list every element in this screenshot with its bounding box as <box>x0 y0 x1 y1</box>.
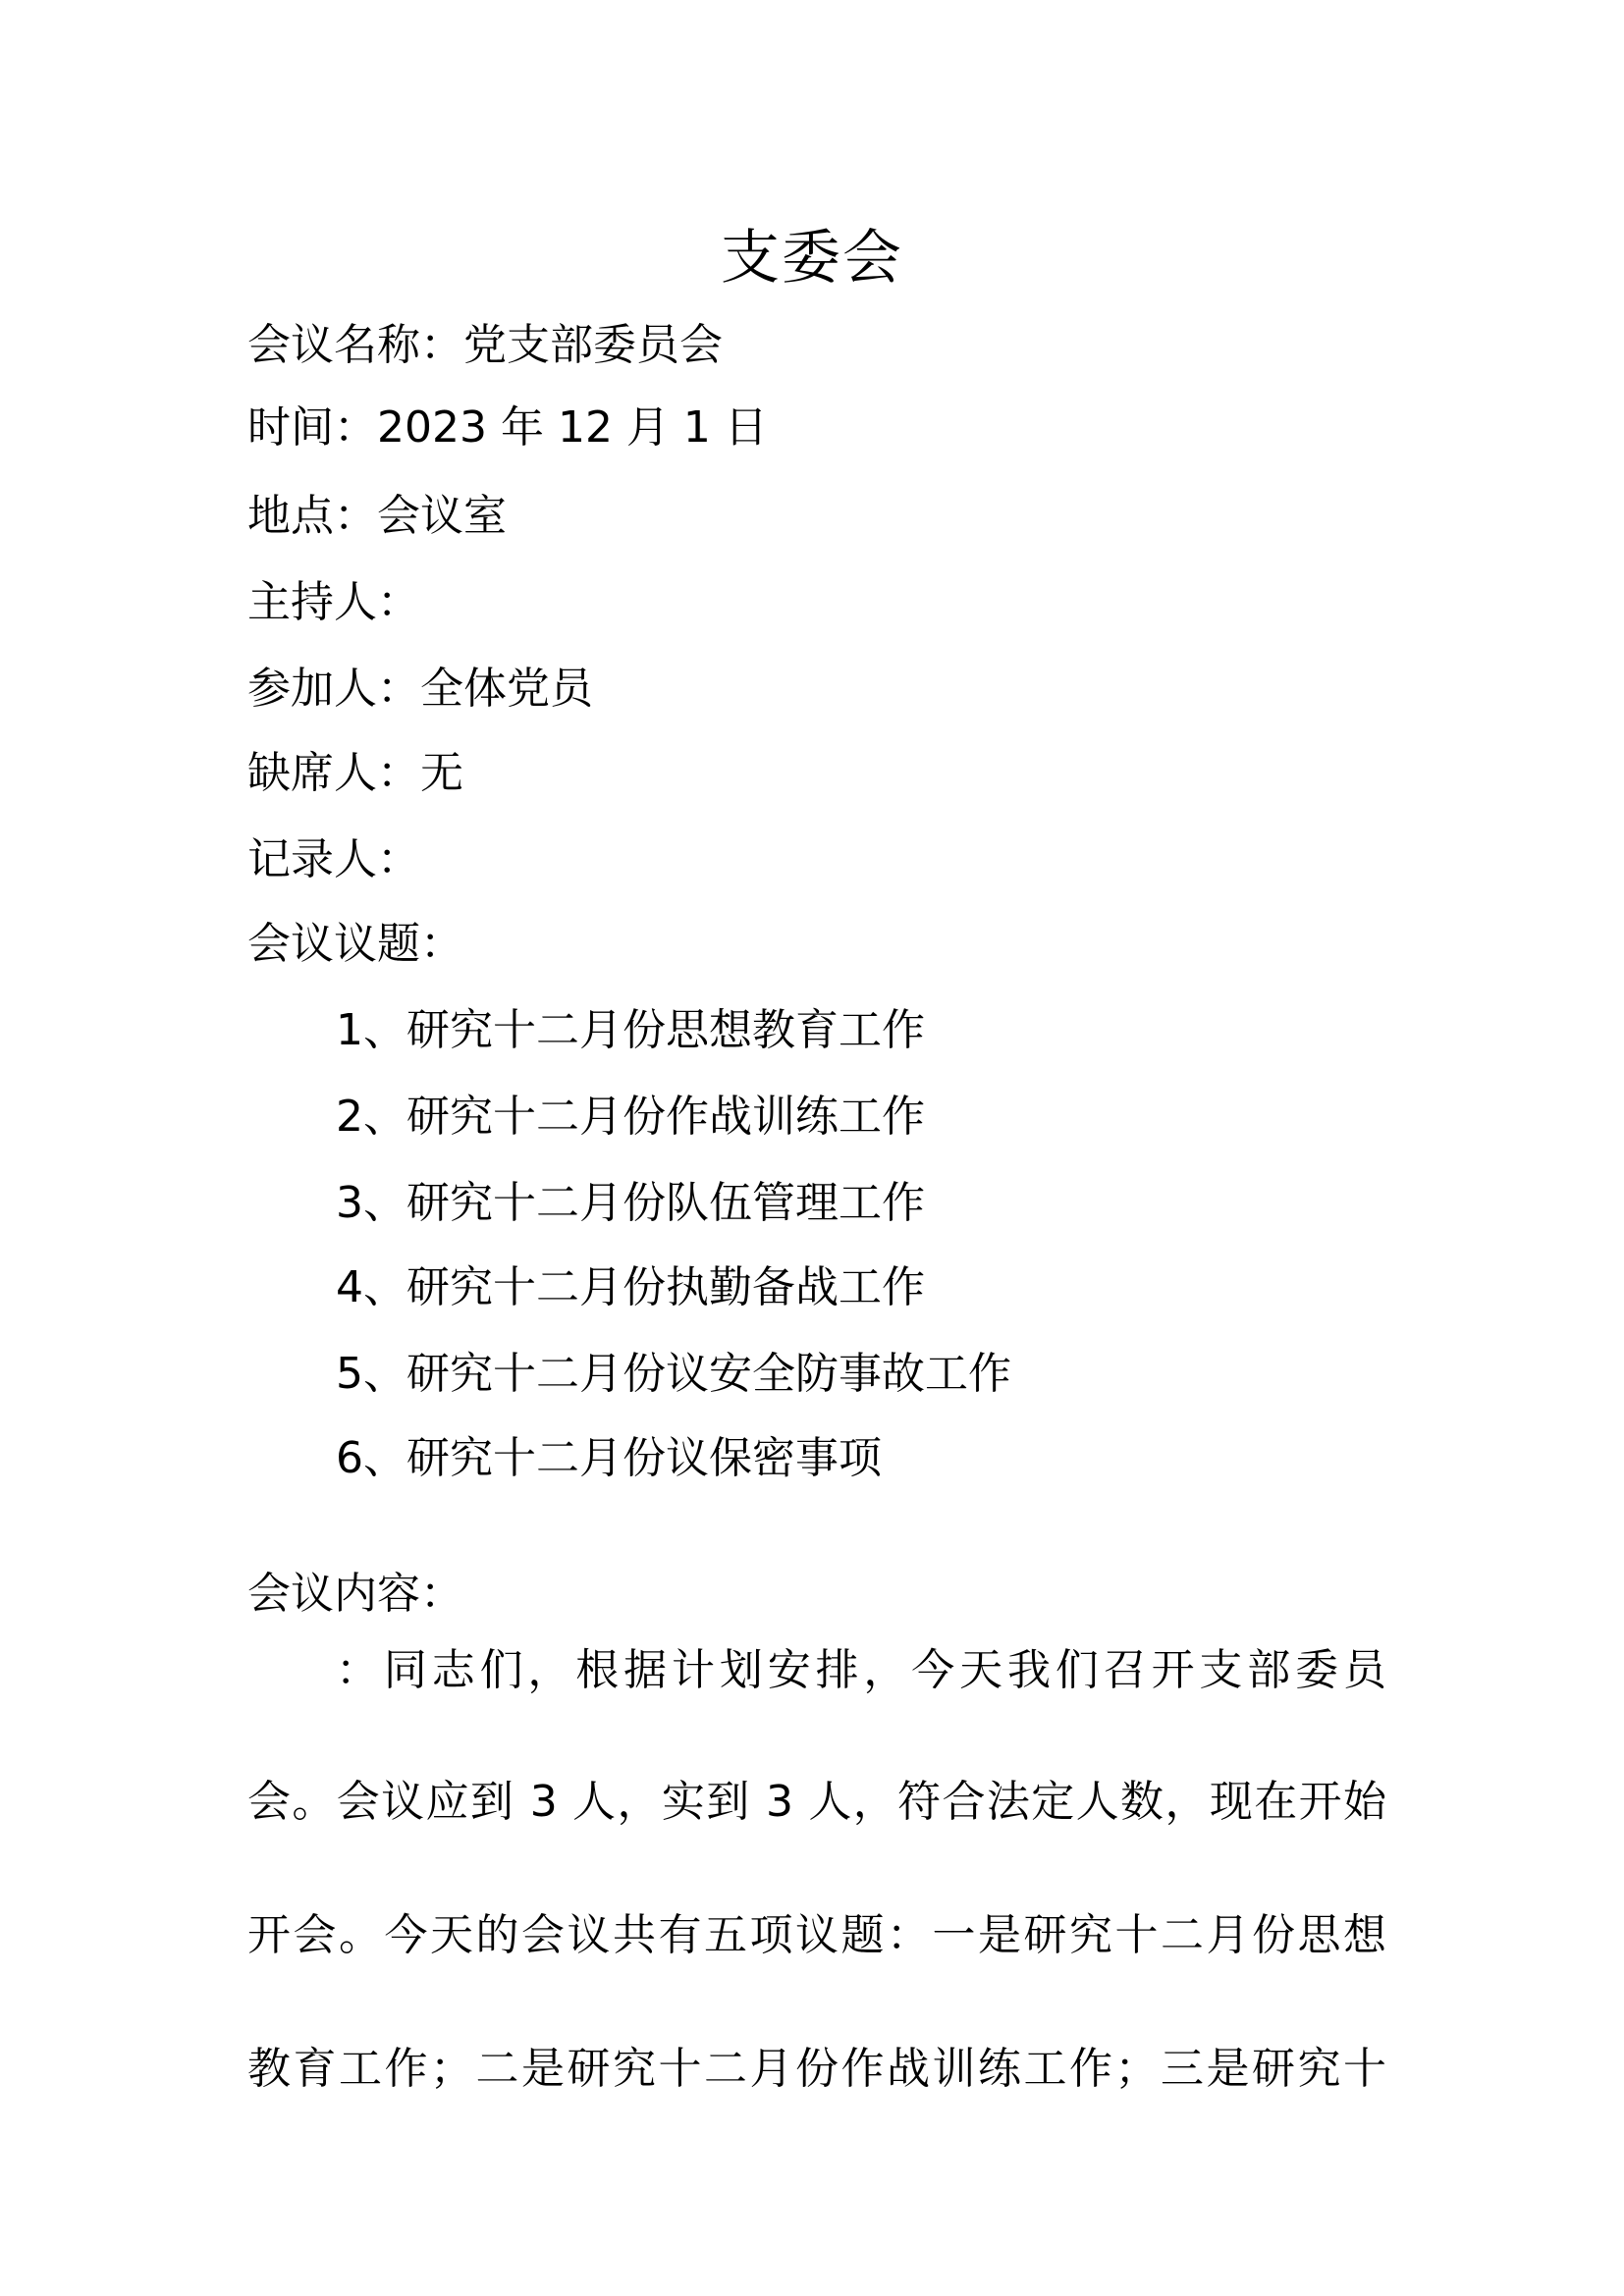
agenda-item-2: 2、研究十二月份作战训练工作 <box>336 1092 925 1142</box>
agenda-item-1: 1、研究十二月份思想教育工作 <box>336 1005 925 1055</box>
agenda-item-6: 6、研究十二月份议保密事项 <box>336 1433 882 1483</box>
meeting-location-field: 地点：会议室 <box>247 491 507 541</box>
meeting-content-heading: 会议内容： <box>247 1569 463 1619</box>
meeting-name-field: 会议名称：党支部委员会 <box>247 320 723 370</box>
agenda-item-4: 4、研究十二月份执勤备战工作 <box>336 1262 925 1312</box>
agenda-item-5: 5、研究十二月份议安全防事故工作 <box>336 1349 1011 1399</box>
content-line-2: 会。会议应到 3 人，实到 3 人，符合法定人数，现在开始 <box>247 1777 1386 1827</box>
meeting-host-field: 主持人： <box>247 577 420 627</box>
agenda-item-3: 3、研究十二月份队伍管理工作 <box>336 1178 925 1228</box>
content-line-3: 开会。今天的会议共有五项议题：一是研究十二月份思想 <box>247 1910 1386 1960</box>
meeting-topics-heading: 会议议题： <box>247 919 463 969</box>
content-line-1: ：同志们，根据计划安排，今天我们召开支部委员 <box>336 1645 1386 1695</box>
meeting-absentees-field: 缺席人：无 <box>247 748 463 798</box>
document-title: 支委会 <box>721 224 903 293</box>
meeting-attendees-field: 参加人：全体党员 <box>247 664 593 714</box>
meeting-recorder-field: 记录人： <box>247 834 420 884</box>
meeting-time-field: 时间：2023 年 12 月 1 日 <box>247 402 768 453</box>
content-line-4: 教育工作；二是研究十二月份作战训练工作；三是研究十 <box>247 2044 1386 2094</box>
